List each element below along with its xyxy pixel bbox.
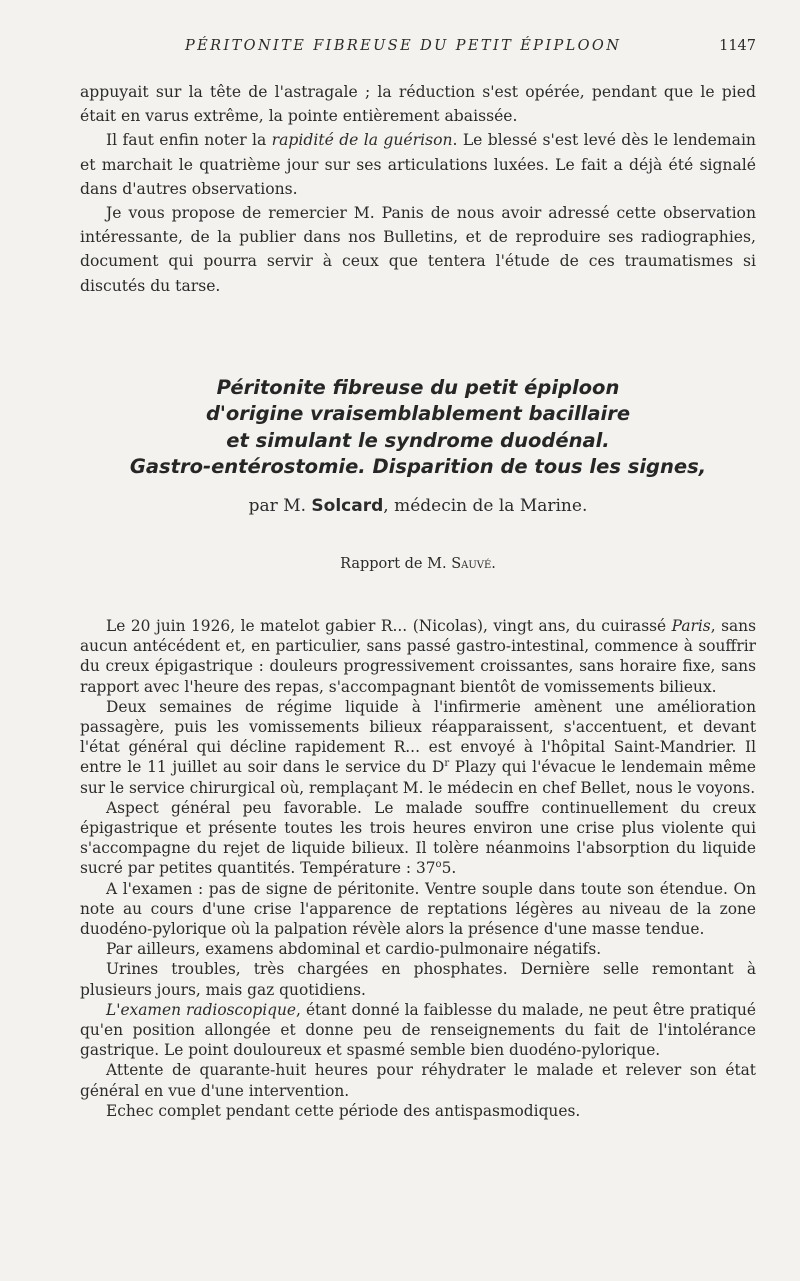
text-run: Plazy qui l'évacue le lendemain même sur le service chirurgical où, remplaçant M. le médecin en chef Bellet, nous le voyons. [80, 758, 756, 797]
byline-suffix: , médecin de la Marine. [383, 496, 588, 516]
reporter-name: Sauvé. [451, 556, 496, 572]
article-body [80, 616, 756, 1121]
running-head-title: PÉRITONITE FIBREUSE DU PETIT ÉPIPLOON [185, 38, 622, 54]
paragraph [80, 616, 756, 697]
paragraph: Attente de quarante-huit heures pour réhydrater le malade et relever son état général en vue d'une intervention. [80, 1061, 756, 1100]
text-run: , sans aucun antécédent et, en particulier, sans passé gastro-intestinal, commence à souffrir du creux épigastrique : douleurs progressivement croissantes, sans horaire fixe, sans rapport avec l'heure des repas, s'accompagnant bientôt de vomissements bilieux. [80, 617, 756, 696]
article-title-line: Gastro-entérostomie. Disparition de tous les signes, [129, 454, 707, 478]
article-title [80, 375, 756, 480]
article-title-line: Péritonite fibreuse du petit épiploon [216, 376, 620, 399]
byline-prefix: par M. [248, 496, 306, 516]
superscript: o [435, 859, 442, 871]
text-run: Deux semaines de régime liquide à l'infirmerie amènent une amélioration passagère, puis les vomissements bilieux réapparaissent, s'accentuent, et devant l'état général qui décline rapidement R... est envoyé à l'hôpital Saint-Mandrier. Il entre le 11 juillet au soir dans le service du D [80, 697, 756, 777]
text-run: Il faut enfin noter la [106, 131, 272, 150]
paragraph: Urines troubles, très chargées en phosphates. Dernière selle remontant à plusieurs jours, mais gaz quotidiens. [80, 960, 756, 999]
paragraph [80, 128, 756, 201]
byline [80, 496, 756, 516]
emphasis: rapidité de la guérison [271, 131, 453, 150]
emphasis: Paris [671, 617, 711, 635]
paragraph [80, 697, 756, 798]
text-run: Aspect général peu favorable. Le malade souffre continuellement du creux épigastrique et présente toutes les trois heures environ une crise plus violente qui s'accompagne du rejet de liquide bilieux. Il tolère néanmoins l'absorption du liquide sucré par petites quantités. Température : 37 [80, 798, 756, 878]
paragraph [80, 1000, 756, 1061]
text-run: Le 20 juin 1926, le matelot gabier R... (Nicolas), vingt ans, du cuirassé [106, 617, 672, 635]
paragraph: Echec complet pendant cette période des antispasmodiques. [106, 1101, 581, 1120]
previous-article-conclusion [80, 80, 756, 298]
article-title-line: et simulant le syndrome duodénal. [226, 428, 610, 452]
report-line [80, 556, 756, 572]
report-prefix: Rapport de M. [340, 556, 447, 572]
emphasis: L'examen radioscopique [106, 1000, 297, 1019]
text-run: 5. [441, 859, 457, 878]
paragraph: appuyait sur la tête de l'astragale ; la réduction s'est opérée, pendant que le pied était en varus extrême, la pointe entièrement abaissée. [80, 83, 756, 126]
paragraph: Par ailleurs, examens abdominal et cardio-pulmonaire négatifs. [106, 940, 602, 959]
running-head [80, 38, 756, 58]
superscript: r [444, 758, 450, 770]
article-title-line: d'origine vraisemblablement bacillaire [205, 402, 631, 426]
text-run: , étant donné la faiblesse du malade, ne peut être pratiqué qu'en position allongée et donne peu de renseignements du fait de l'intolérance gastrique. Le point douloureux et spasmé semble bien duodéno-pylorique. [80, 1000, 756, 1060]
text-run: . Le blessé s'est levé dès le lendemain et marchait le quatrième jour sur ses articulations luxées. Le fait a déjà été signalé dans d'autres observations. [80, 131, 756, 198]
paragraph [80, 798, 756, 879]
page-number: 1147 [719, 38, 756, 54]
paragraph: Je vous propose de remercier M. Panis de nous avoir adressé cette observation intéressante, de la publier dans nos Bulletins, et de reproduire ses radiographies, document qui pourra servir à ceux que tentera l'étude de ces traumatismes si discutés du tarse. [80, 204, 756, 295]
author-name: Solcard [311, 496, 384, 516]
paragraph: A l'examen : pas de signe de péritonite. Ventre souple dans toute son étendue. On note au cours d'une crise l'apparence de reptations légères au niveau de la zone duodéno-pylorique où la palpation révèle alors la présence d'une masse tendue. [80, 879, 756, 939]
